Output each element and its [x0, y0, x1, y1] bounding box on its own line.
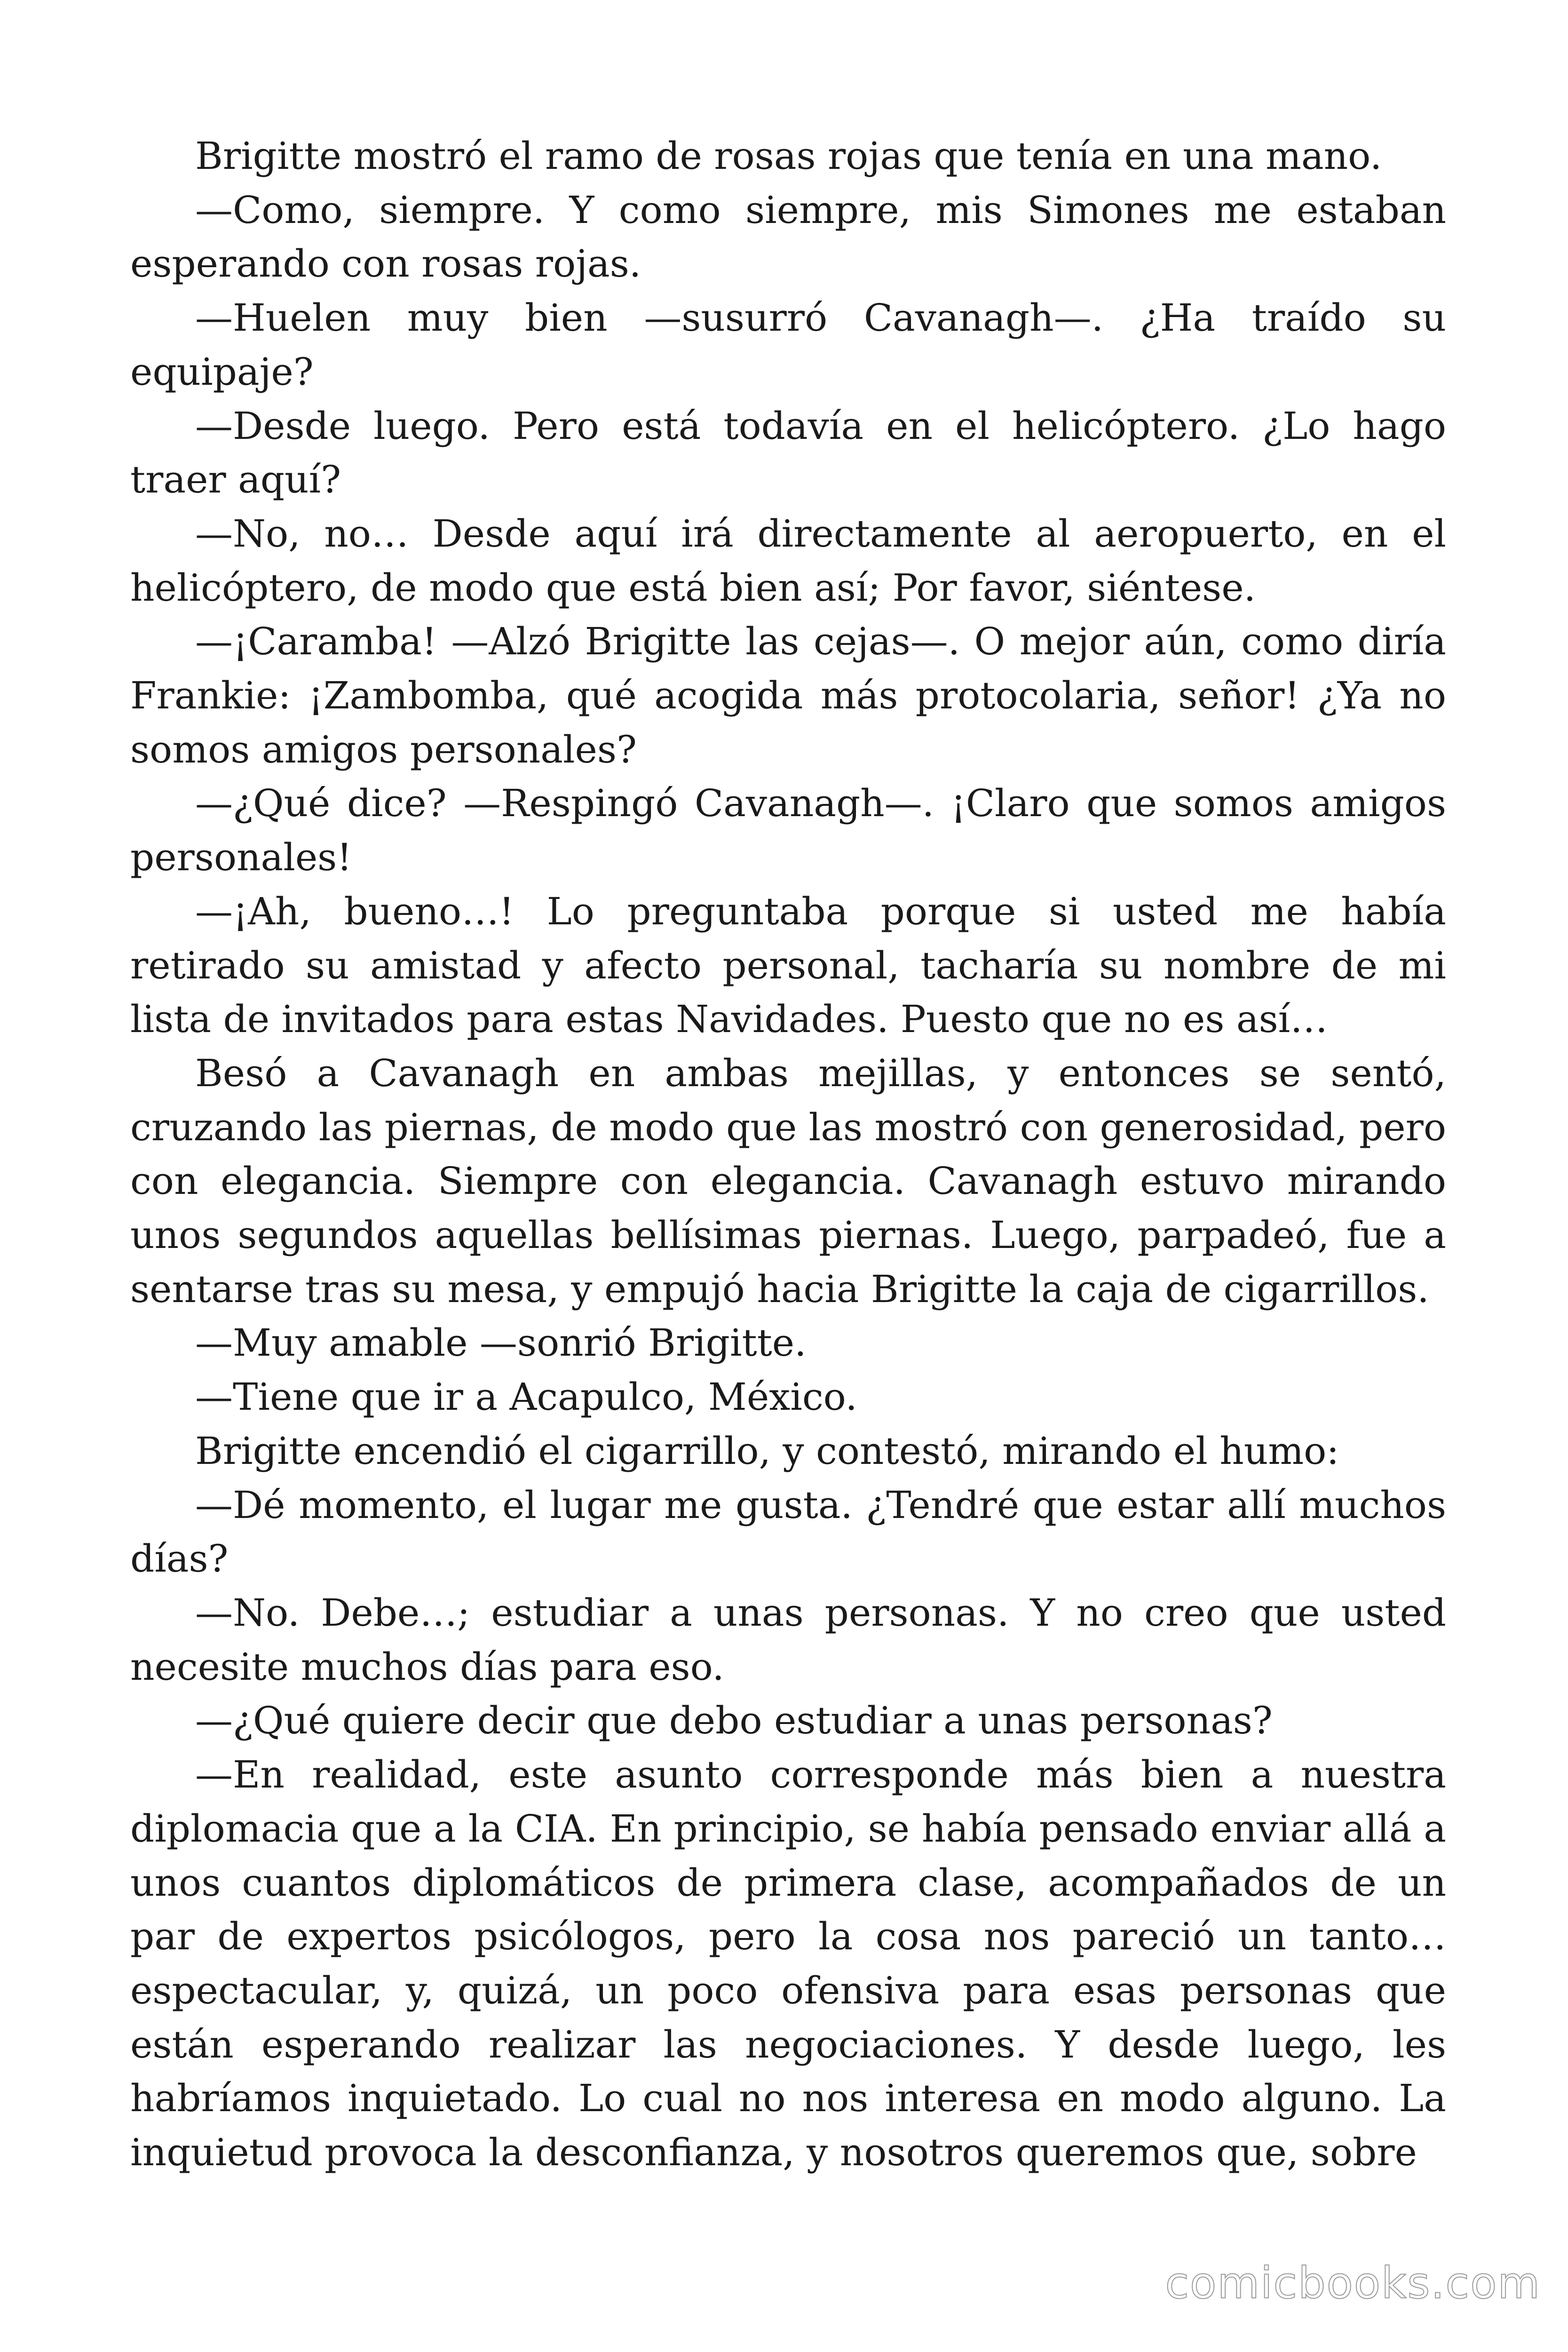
paragraph: —¿Qué dice? —Respingó Cavanagh—. ¡Claro que somos amigos personales!	[130, 781, 1446, 880]
paragraph: —En realidad, este asunto corresponde más bien a nuestra diplomacia que a la CIA. En principio, se había pensado enviar allá a unos cuantos diplomáticos de primera clase, acompañados de un par de expertos psicólogos, pero la cosa nos pareció un tanto… espectacular, y, quizá, un poco ofensiva para esas personas que están esperando realizar las negociaciones. Y desde luego, les habríamos inquietado. Lo cual no nos interesa en modo alguno. La inquietud provoca la desconfianza, y nosotros queremos que, sobre	[130, 1753, 1446, 2175]
paragraph: —Dé momento, el lugar me gusta. ¿Tendré que estar allí muchos días?	[130, 1483, 1446, 1581]
paragraph: —Huelen muy bien —susurró Cavanagh—. ¿Ha traído su equipaje?	[130, 296, 1446, 394]
paragraph: —No. Debe…; estudiar a unas personas. Y no creo que usted necesite muchos días para eso.	[130, 1590, 1446, 1689]
paragraph: —¿Qué quiere decir que debo estudiar a unas personas?	[195, 1699, 1273, 1743]
paragraph: —No, no… Desde aquí irá directamente al aeropuerto, en el helicóptero, de modo que está bien así; Por favor, siéntese.	[130, 511, 1446, 610]
paragraph: —Muy amable —sonrió Brigitte.	[195, 1321, 807, 1365]
page-body	[130, 129, 1446, 2180]
paragraph: —Tiene que ir a Acapulco, México.	[195, 1375, 857, 1419]
paragraph: —Desde luego. Pero está todavía en el helicóptero. ¿Lo hago traer aquí?	[130, 404, 1446, 502]
paragraph: Brigitte encendió el cigarrillo, y contestó, mirando el humo:	[195, 1429, 1339, 1473]
paragraph: —¡Caramba! —Alzó Brigitte las cejas—. O mejor aún, como diría Frankie: ¡Zambomba, qué acogida más protocolaria, señor! ¿Ya no somos amigos personales?	[130, 620, 1446, 771]
paragraph: Brigitte mostró el ramo de rosas rojas que tenía en una mano.	[195, 134, 1382, 178]
paragraph: —¡Ah, bueno…! Lo preguntaba porque si usted me había retirado su amistad y afecto personal, tacharía su nombre de mi lista de invitados para estas Navidades. Puesto que no es así…	[130, 889, 1446, 1041]
paragraph: Besó a Cavanagh en ambas mejillas, y entonces se sentó, cruzando las piernas, de modo que las mostró con generosidad, pero con elegancia. Siempre con elegancia. Cavanagh estuvo mirando unos segundos aquellas bellísimas piernas. Luego, parpadeó, fue a sentarse tras su mesa, y empujó hacia Brigitte la caja de cigarrillos.	[130, 1051, 1446, 1311]
paragraph: —Como, siempre. Y como siempre, mis Simones me estaban esperando con rosas rojas.	[130, 188, 1446, 286]
watermark: comicbooks.com	[1165, 2258, 1541, 2308]
